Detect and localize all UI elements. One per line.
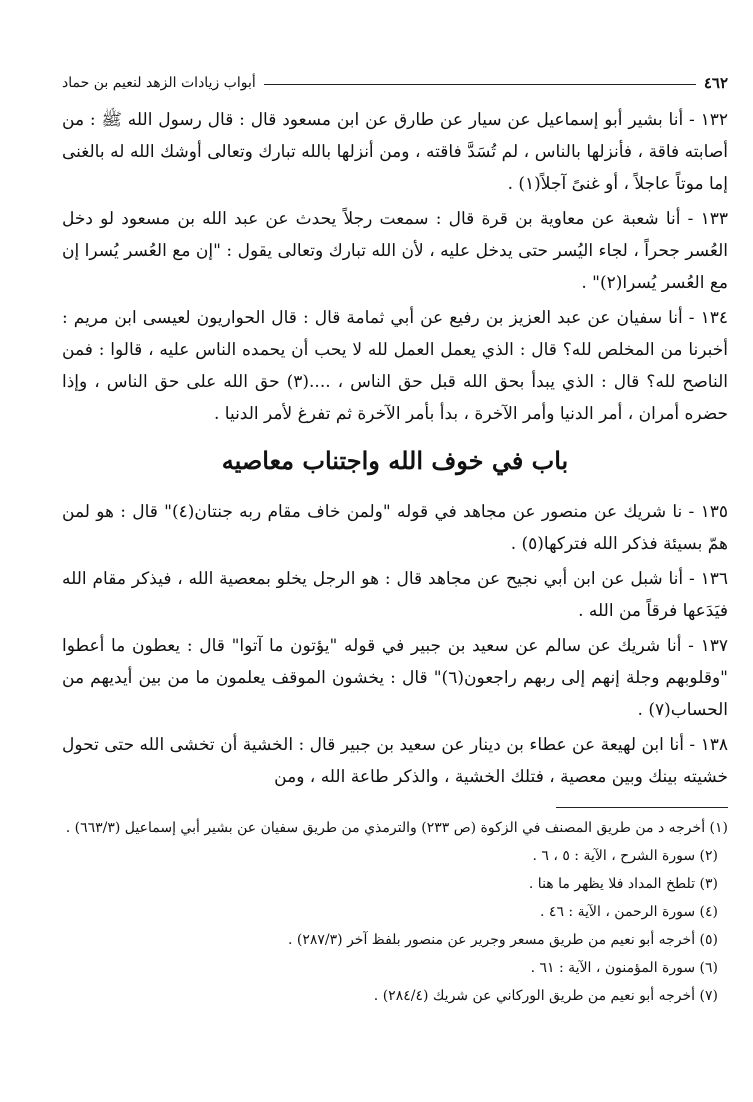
header-rule bbox=[264, 84, 696, 85]
entry-text: ١٣٧ - أنا شريك عن سالم عن سعيد بن جبير في قوله "يؤتون ما آتوا" قال : يعطون ما أعطوا "وقلوبهم وجلة إنهم إلى ربهم راجعون(٦)" قال : يخشون الموقف يعلمون ما من بين أيديهم من الحساب(٧) . bbox=[62, 636, 728, 720]
footnote-6: (٦) سورة المؤمنون ، الآية : ٦١ . bbox=[530, 960, 718, 976]
footnote-3: (٣) تلطخ المداد فلا يظهر ما هنا . bbox=[528, 876, 718, 892]
footnote-5: (٥) أخرجه أبو نعيم من طريق مسعر وجرير عن منصور بلفظ آخر (٢٨٧/٣) . bbox=[288, 932, 718, 948]
entry-133 bbox=[62, 203, 728, 299]
entry-135 bbox=[62, 496, 728, 560]
running-header bbox=[62, 70, 728, 96]
entry-text: ١٣٢ - أنا بشير أبو إسماعيل عن سيار عن طارق عن ابن مسعود قال : قال رسول الله ﷺ : من أصابته فاقة ، فأنزلها بالناس ، لم تُسَدَّ فاقته ، ومن أنزلها بالله تبارك وتعالى أوشك الله له بالغنى إما موتاً عاجلاً ، أو غنىً آجلاً(١) . bbox=[62, 110, 728, 194]
chapter-heading: باب في خوف الله واجتناب معاصيه bbox=[221, 446, 569, 475]
entry-text: ١٣٤ - أنا سفيان عن عبد العزيز بن رفيع عن أبي ثمامة قال : قال الحواريون لعيسى ابن مريم : أخبرنا من المخلص لله؟ قال : الذي يعمل العمل لله لا يحب أن يحمده الناس عليه ، قالوا : فمن الناصح لله؟ قال : الذي يبدأ بحق الله قبل حق الناس ، ....(٣) حق الله على حق الناس ، وإذا حضره أمران ، أمر الدنيا وأمر الآخرة ، بدأ بأمر الآخرة ثم تفرغ لأمر الدنيا . bbox=[62, 308, 728, 424]
entry-138 bbox=[62, 729, 728, 793]
footnote-divider bbox=[556, 807, 728, 808]
entry-134 bbox=[62, 302, 728, 430]
footnote-7: (٧) أخرجه أبو نعيم من طريق الوركاني عن شريك (٢٨٤/٤) . bbox=[373, 988, 718, 1004]
entry-text: ١٣٨ - أنا ابن لهيعة عن عطاء بن دينار عن سعيد بن جبير قال : الخشية أن تخشى الله حتى تحول خشيته بينك وبين معصية ، فتلك الخشية ، والذكر طاعة الله ، ومن bbox=[62, 735, 728, 787]
entry-text: ١٣٣ - أنا شعبة عن معاوية بن قرة قال : سمعت رجلاً يحدث عن عبد الله بن مسعود لو دخل العُسر جحراً ، لجاء اليُسر حتى يدخل عليه ، لأن الله تبارك وتعالى يقول : "إن مع العُسر يُسرا إن مع العُسر يُسرا(٢)" . bbox=[62, 209, 728, 293]
entry-136 bbox=[62, 563, 728, 627]
entry-132 bbox=[62, 104, 728, 200]
entry-text: ١٣٥ - نا شريك عن منصور عن مجاهد في قوله "ولمن خاف مقام ربه جنتان(٤)" قال : هو لمن همّ بسيئة فذكر الله فتركها(٥) . bbox=[62, 502, 728, 554]
book-title: أبواب زيادات الزهد لنعيم بن حماد bbox=[62, 75, 256, 91]
footnotes bbox=[62, 814, 728, 1010]
footnote-2: (٢) سورة الشرح ، الآية : ٥ ، ٦ . bbox=[532, 848, 718, 864]
entry-137 bbox=[62, 630, 728, 726]
entry-text: ١٣٦ - أنا شبل عن ابن أبي نجيح عن مجاهد قال : هو الرجل يخلو بمعصية الله ، فيذكر مقام الله فيَدَعها فرقاً من الله . bbox=[62, 569, 728, 621]
footnote-1: (١) أخرجه د من طريق المصنف في الزكوة (ص ٢٣٣) والترمذي من طريق سفيان عن بشير أبي إسماعيل (٦٦٣/٣) . bbox=[65, 820, 728, 836]
footnote-4: (٤) سورة الرحمن ، الآية : ٤٦ . bbox=[540, 904, 718, 920]
body-text bbox=[62, 104, 728, 793]
page-number: ٤٦٢ bbox=[703, 74, 728, 92]
document-page bbox=[62, 70, 728, 1010]
